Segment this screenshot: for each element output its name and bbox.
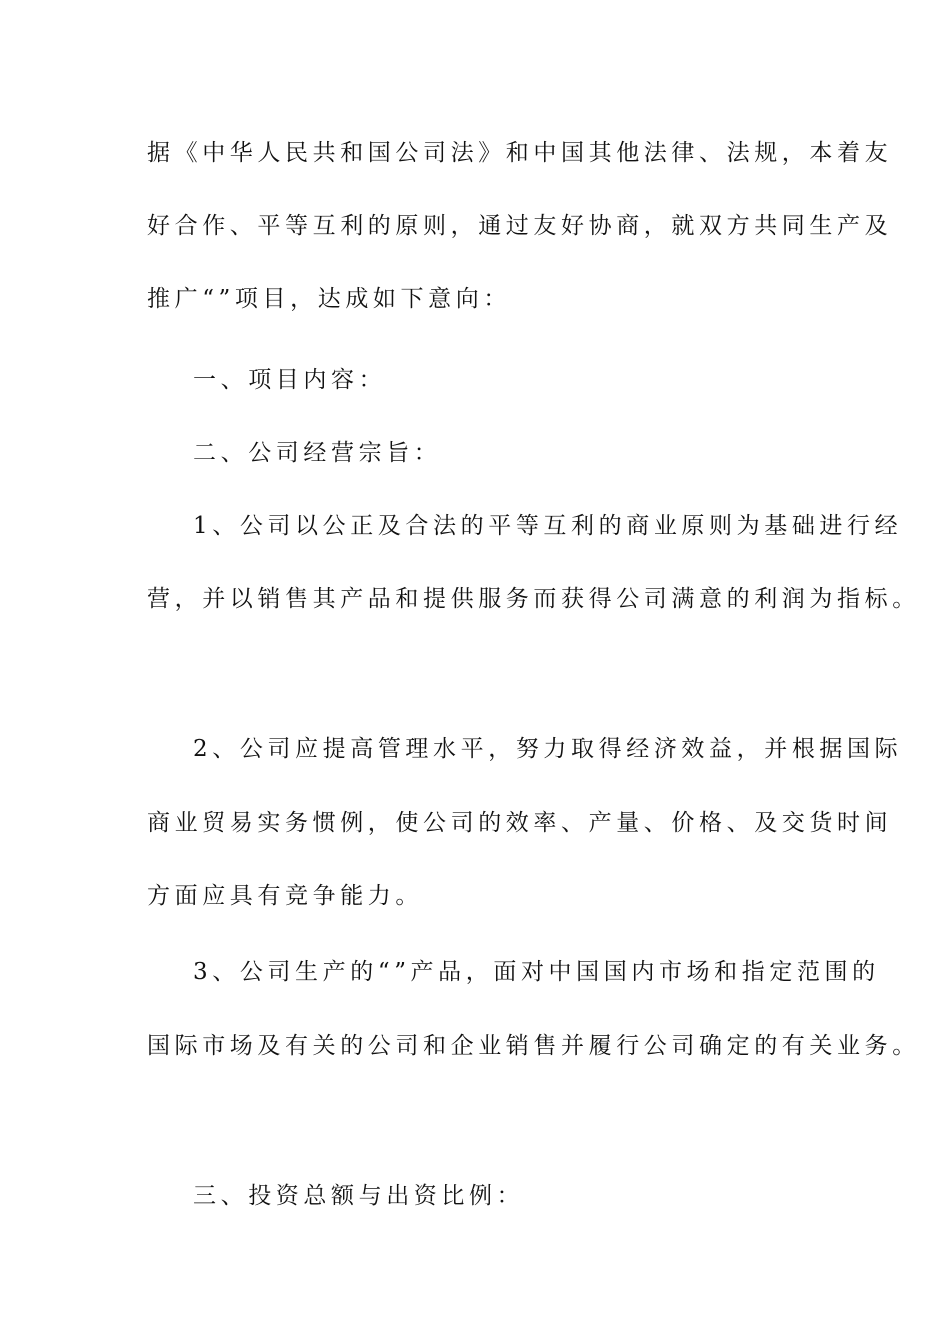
item-2-line-3: 方面应具有竞争能力。: [147, 883, 423, 909]
section-heading-project-content: 一、项目内容：: [193, 367, 387, 393]
item-2-line-2: 商业贸易实务惯例，使公司的效率、产量、价格、及交货时间: [147, 810, 893, 836]
item-1-line-2: 营，并以销售其产品和提供服务而获得公司满意的利润为指标。: [147, 586, 920, 612]
item-2-line-1: 2、公司应提高管理水平，努力取得经济效益，并根据国际: [193, 736, 903, 762]
item-3-line-1: 3、公司生产的“”产品，面对中国国内市场和指定范围的: [193, 959, 880, 985]
section-heading-business-purpose: 二、公司经营宗旨：: [193, 440, 442, 466]
paragraph-intro-line-3: 推广“”项目，达成如下意向：: [147, 286, 511, 312]
paragraph-intro-line-1: 据《中华人民共和国公司法》和中国其他法律、法规，本着友: [147, 140, 893, 166]
paragraph-intro-line-2: 好合作、平等互利的原则，通过友好协商，就双方共同生产及: [147, 213, 893, 239]
item-3-line-2: 国际市场及有关的公司和企业销售并履行公司确定的有关业务。: [147, 1033, 920, 1059]
item-1-line-1: 1、公司以公正及合法的平等互利的商业原则为基础进行经: [193, 513, 903, 539]
section-heading-investment: 三、投资总额与出资比例：: [193, 1183, 525, 1209]
